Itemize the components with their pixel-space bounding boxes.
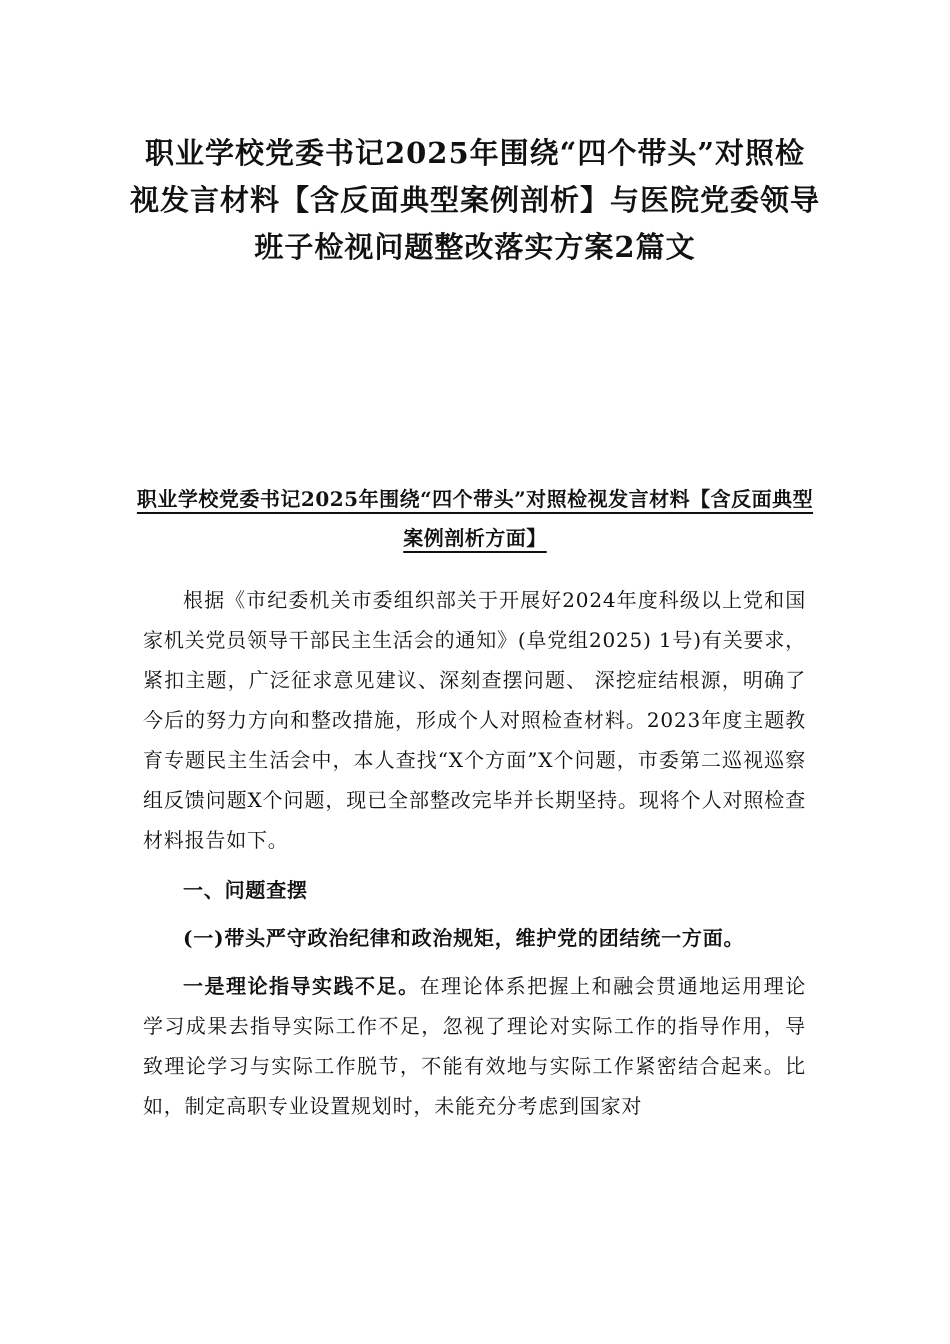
section-heading: 一、问题查摆 [183, 878, 308, 902]
subsection-heading: (一)带头严守政治纪律和政治规矩，维护党的团结统一方面。 [183, 926, 745, 950]
document-sub-title: 职业学校党委书记2025年围绕“四个带头”对照检视发言材料【含反面典型案例剖析方面】 [136, 487, 814, 550]
point-text: 在理论体系把握上和融会贯通地运用理论学习成果去指导实际工作不足，忽视了理论对实际工作的指导作用，导致理论学习与实际工作脱节，不能有效地与实际工作紧密结合起来。比如，制定高职专业设置规划时，未能充分考虑到国家对 [143, 974, 806, 1118]
document-body [143, 580, 806, 1126]
point-lead: 一是理论指导实践不足。 [183, 974, 420, 998]
intro-paragraph: 根据《市纪委机关市委组织部关于开展好2024年度科级以上党和国家机关党员领导干部民主生活会的通知》(阜党组2025) 1号)有关要求，紧扣主题，广泛征求意见建议、深刻查摆问题、 深挖症结根源，明确了今后的努力方向和整改措施，形成个人对照检查材料。2023年度主题教育专题民主生活会中，本人查找“X个方面”X个问题，市委第二巡视巡察组反馈问题X个问题，现已全部整改完毕并长期坚持。现将个人对照检查材料报告如下。 [143, 588, 806, 852]
document-main-title: 职业学校党委书记2025年围绕“四个带头”对照检视发言材料【含反面典型案例剖析】与医院党委领导班子检视问题整改落实方案2篇文 [130, 136, 821, 264]
point-paragraph [143, 966, 806, 1126]
